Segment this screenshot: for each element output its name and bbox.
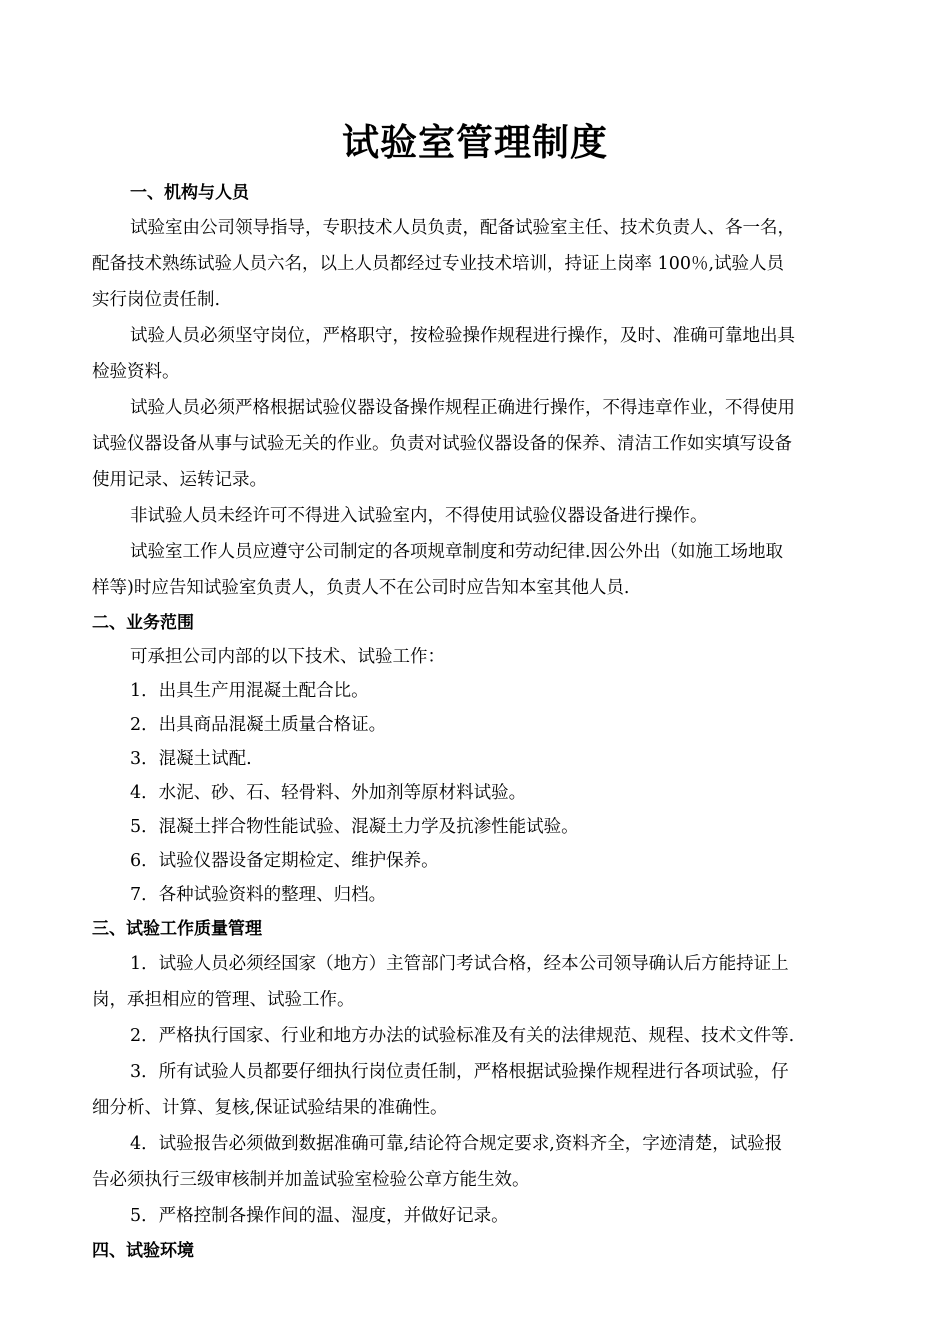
- paragraph: [92, 210, 860, 318]
- paragraph: [92, 1054, 860, 1126]
- paragraph-line: 4．试验报告必须做到数据准确可靠,结论符合规定要求,资料齐全，字迹清楚，试验报: [130, 1134, 783, 1154]
- section-intro: 可承担公司内部的以下技术、试验工作：: [130, 647, 445, 667]
- paragraph-line: 1．试验人员必须经国家（地方）主管部门考试合格，经本公司领导确认后方能持证上: [130, 954, 789, 974]
- paragraph-line: 细分析、计算、复核,保证试验结果的准确性。: [92, 1098, 448, 1118]
- paragraph: [92, 1198, 860, 1234]
- section-heading-3: 三、试验工作质量管理: [92, 919, 262, 939]
- paragraph-line: 非试验人员未经许可不得进入试验室内，不得使用试验仪器设备进行操作。: [130, 506, 708, 526]
- paragraph-line: 试验室由公司领导指导，专职技术人员负责，配备试验室主任、技术负责人、各一名，: [130, 218, 795, 238]
- paragraph-line: 试验仪器设备从事与试验无关的作业。负责对试验仪器设备的保养、清洁工作如实填写设备: [92, 434, 792, 454]
- paragraph: [92, 1126, 860, 1198]
- paragraph-line: 试验人员必须坚守岗位，严格职守，按检验操作规程进行操作，及时、准确可靠地出具: [130, 326, 795, 346]
- list-item: 2．出具商品混凝土质量合格证。: [130, 715, 387, 735]
- paragraph-line: 岗，承担相应的管理、试验工作。: [92, 990, 355, 1010]
- paragraph-line: 试验人员必须严格根据试验仪器设备操作规程正确进行操作，不得违章作业，不得使用: [130, 398, 795, 418]
- document-title: 试验室管理制度: [342, 121, 608, 164]
- list-item: 6．试验仪器设备定期检定、维护保养。: [130, 851, 439, 871]
- paragraph-line: 3．所有试验人员都要仔细执行岗位责任制，严格根据试验操作规程进行各项试验，仔: [130, 1062, 789, 1082]
- paragraph-line: 配备技术熟练试验人员六名，以上人员都经过专业技术培训，持证上岗率 100％,试验人员: [92, 254, 785, 274]
- paragraph-line: 2．严格执行国家、行业和地方办法的试验标准及有关的法律规范、规程、技术文件等.: [130, 1026, 795, 1046]
- paragraph-line: 告必须执行三级审核制并加盖试验室检验公章方能生效。: [92, 1170, 530, 1190]
- paragraph-line: 检验资料。: [92, 362, 180, 382]
- paragraph-line: 样等)时应告知试验室负责人，负责人不在公司时应告知本室其他人员.: [92, 578, 630, 598]
- section-heading-2: 二、业务范围: [92, 613, 194, 633]
- paragraph: [92, 390, 860, 498]
- document-body: [92, 176, 860, 1268]
- paragraph-line: 试验室工作人员应遵守公司制定的各项规章制度和劳动纪律.因公外出（如施工场地取: [130, 542, 784, 562]
- paragraph: [92, 1018, 860, 1054]
- list-item: 5．混凝土拌合物性能试验、混凝土力学及抗渗性能试验。: [130, 817, 579, 837]
- list-item: 4．水泥、砂、石、轻骨料、外加剂等原材料试验。: [130, 783, 527, 803]
- paragraph: [92, 534, 860, 606]
- section-heading-1: 一、机构与人员: [130, 183, 249, 203]
- paragraph-line: 使用记录、运转记录。: [92, 470, 267, 490]
- paragraph: [92, 318, 860, 390]
- section-heading-4: 四、试验环境: [92, 1241, 194, 1261]
- paragraph-line: 5．严格控制各操作间的温、湿度，并做好记录。: [130, 1206, 509, 1226]
- paragraph: [92, 946, 860, 1018]
- list-item: 3．混凝土试配.: [130, 749, 252, 769]
- list-item: 1．出具生产用混凝土配合比。: [130, 681, 369, 701]
- paragraph: [92, 498, 860, 534]
- list-item: 7．各种试验资料的整理、归档。: [130, 885, 387, 905]
- paragraph-line: 实行岗位责任制.: [92, 290, 221, 310]
